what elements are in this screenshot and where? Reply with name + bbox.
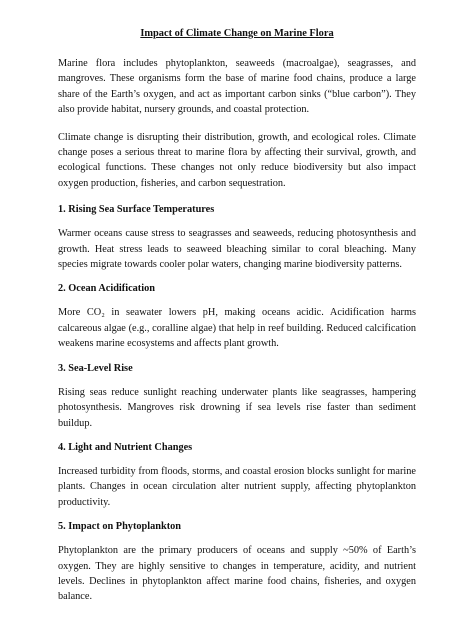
section-body: Rising seas reduce sunlight reaching underwater plants like seagrasses, hampering photosynthesis. Mangroves risk drowning if sea levels rise faster than sediment buildup. bbox=[58, 386, 416, 429]
section-sea-temperatures bbox=[58, 203, 416, 272]
intro-paragraph-2: Climate change is disrupting their distribution, growth, and ecological roles. Climate change poses a serious threat to marine flora by affecting their survival, growth, and ecological functions. These changes not only reduce biodiversity but also impact oxygen production, fisheries, and carbon sequestration. bbox=[58, 131, 416, 189]
section-body: Increased turbidity from floods, storms, and coastal erosion blocks sunlight for marine plants. Changes in ocean circulation alter nutrient supply, affecting phytoplankton productivity. bbox=[58, 465, 416, 508]
section-light-nutrients bbox=[58, 441, 416, 510]
section-phytoplankton bbox=[58, 520, 416, 605]
section-sea-level-rise bbox=[58, 362, 416, 431]
section-body: More CO₂ in seawater lowers pH, making oceans acidic. Acidification harms calcareous algae (e.g., coralline algae) that help in reef building. Reduced calcification weakens marine ecosystems and affects plant growth. bbox=[58, 307, 416, 350]
section-heading: 1. Rising Sea Surface Temperatures bbox=[58, 204, 215, 216]
section-body: Phytoplankton are the primary producers of oceans and supply ~50% of Earth’s oxygen. They are highly sensitive to changes in temperature, acidity, and nutrient levels. Declines in phytoplankton affect marine food chains, fisheries, and oxygen balance. bbox=[58, 545, 416, 603]
section-heading: 3. Sea-Level Rise bbox=[58, 362, 133, 374]
document-title: Impact of Climate Change on Marine Flora bbox=[140, 28, 334, 39]
section-heading: 4. Light and Nutrient Changes bbox=[58, 441, 193, 453]
section-ocean-acidification bbox=[58, 282, 416, 351]
intro-paragraph-1: Marine flora includes phytoplankton, seaweeds (macroalgae), seagrasses, and mangroves. These organisms form the base of marine food chains, produce a large share of the Earth’s oxygen, and act as important carbon sinks (“blue carbon”). They also provide habitat, nursery grounds, and coastal protection. bbox=[58, 58, 416, 116]
section-heading: 5. Impact on Phytoplankton bbox=[58, 521, 182, 533]
section-body: Warmer oceans cause stress to seagrasses and seaweeds, reducing photosynthesis and growth. Heat stress leads to seaweed bleaching similar to coral bleaching. Many species migrate towards cooler polar waters, changing marine biodiversity patterns. bbox=[58, 228, 416, 271]
section-heading: 2. Ocean Acidification bbox=[58, 283, 155, 295]
